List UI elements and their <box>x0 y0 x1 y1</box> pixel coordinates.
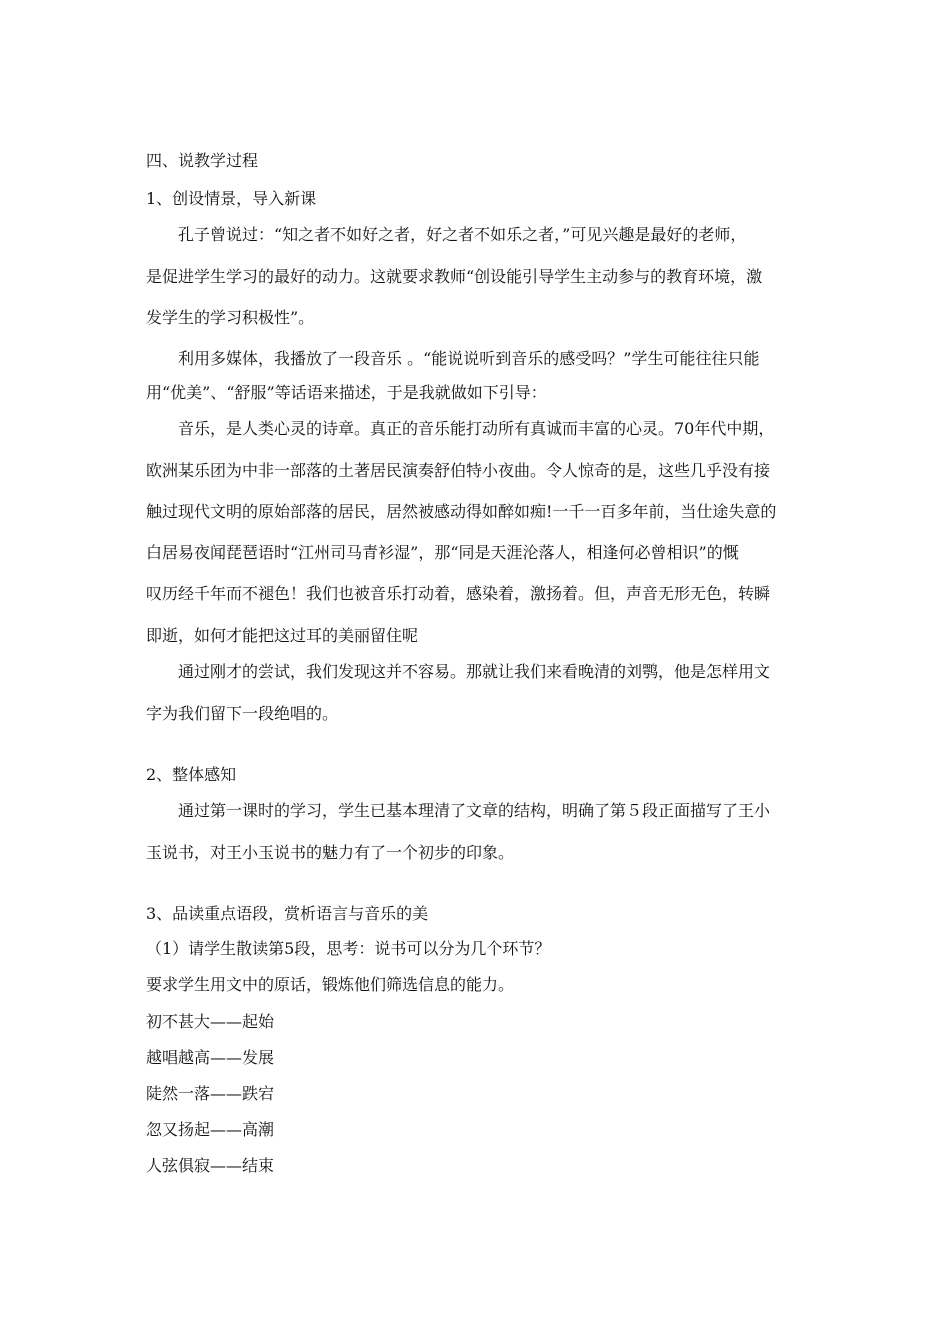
part3-title: 3、品读重点语段，赏析语言与音乐的美 <box>146 904 429 923</box>
part1-p3-line-3: 触过现代文明的原始部落的居民，居然被感动得如醉如痴!一千一百多年前，当仕途失意的 <box>146 502 777 521</box>
stage-item: 越唱越高——发展 <box>146 1048 275 1067</box>
part1-p2-line-1: 利用多媒体，我播放了一段音乐 。“能说说听到音乐的感受吗？”学生可能往往只能 <box>178 349 760 368</box>
part1-p2-line-2: 用“优美”、“舒服”等话语来描述，于是我就做如下引导： <box>146 383 547 402</box>
part3-question-1: （1）请学生散读第5段，思考：说书可以分为几个环节？ <box>146 939 551 958</box>
stage-item: 陡然一落——跌宕 <box>146 1084 275 1103</box>
part2-p1-line-2: 玉说书，对王小玉说书的魅力有了一个初步的印象。 <box>146 843 515 862</box>
part1-p3-line-2: 欧洲某乐团为中非一部落的土著居民演奏舒伯特小夜曲。令人惊奇的是，这些几乎没有接 <box>146 461 771 480</box>
part1-p3-line-4: 白居易夜闻琵琶语时“江州司马青衫湿”，那“同是天涯沦落人，相逢何必曾相识”的慨 <box>146 543 739 562</box>
part1-p4-line-1: 通过刚才的尝试，我们发现这并不容易。那就让我们来看晚清的刘鹗，他是怎样用文 <box>178 662 771 681</box>
stage-item: 人弦俱寂——结束 <box>146 1156 275 1175</box>
part1-p1-line-1: 孔子曾说过：“知之者不如好之者，好之者不如乐之者，”可见兴趣是最好的老师， <box>178 225 747 244</box>
part1-p4-line-2: 字为我们留下一段绝唱的。 <box>146 704 339 723</box>
stage-item: 忽又扬起——高潮 <box>146 1120 275 1139</box>
part1-p1-line-3: 发学生的学习积极性”。 <box>146 308 315 327</box>
part1-title: 1、创设情景，导入新课 <box>146 189 317 208</box>
part1-p3-line-5: 叹历经千年而不褪色！我们也被音乐打动着，感染着，激扬着。但，声音无形无色，转瞬 <box>146 584 771 603</box>
part1-p1-line-2: 是促进学生学习的最好的动力。这就要求教师“创设能引导学生主动参与的教育环境，激 <box>146 267 763 286</box>
part2-p1-line-1: 通过第一课时的学习，学生已基本理清了文章的结构，明确了第５段正面描写了王小 <box>178 801 771 820</box>
part1-p3-line-1: 音乐，是人类心灵的诗章。真正的音乐能打动所有真诚而丰富的心灵。70年代中期， <box>178 419 775 438</box>
section-heading: 四、说教学过程 <box>146 151 259 170</box>
part2-title: 2、整体感知 <box>146 765 237 784</box>
part3-question-1-requirement: 要求学生用文中的原话，锻炼他们筛选信息的能力。 <box>146 975 515 994</box>
part1-p3-line-6: 即逝，如何才能把这过耳的美丽留住呢 <box>146 626 419 645</box>
stage-item: 初不甚大——起始 <box>146 1012 275 1031</box>
